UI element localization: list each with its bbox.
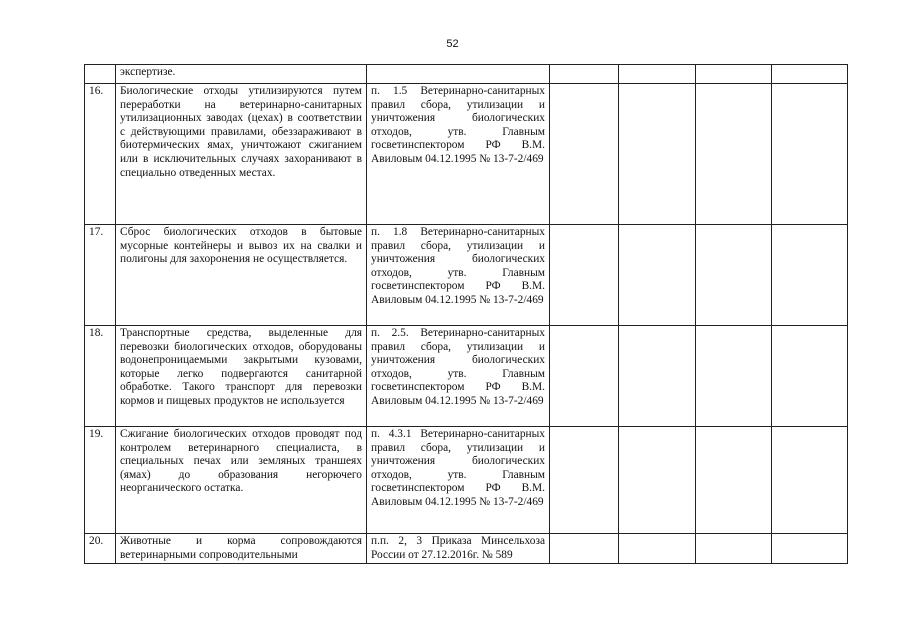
cell-note [772, 427, 848, 534]
cell-answer-na [696, 225, 772, 326]
table-row [85, 225, 848, 326]
requirement-text: Животные и корма сопровождаются ветеринарными сопроводительными [116, 534, 367, 564]
reference-text: п. 1.5 Ветеринарно-санитарных правил сбора, утилизации и уничтожения биологических отходов, утв. Главным госветинспектором РФ В.М. Авиловым 04.12.1995 № 13-7-2/469 [367, 84, 550, 225]
requirement-text: экспертизе. [120, 66, 176, 78]
cell-num [85, 65, 116, 84]
requirement-text: Сброс биологических отходов в бытовые мусорные контейнеры и вывоз их на свалки и полигоны для захоронения не осуществляется. [116, 225, 367, 326]
table-row [85, 427, 848, 534]
cell-answer-yes [550, 326, 619, 427]
cell-answer-no [619, 534, 696, 564]
cell-answer-yes [550, 84, 619, 225]
table-row-continuation [85, 65, 848, 84]
cell-note [772, 534, 848, 564]
cell-answer-no [619, 326, 696, 427]
cell-answer-na [696, 65, 772, 84]
cell-answer-yes [550, 225, 619, 326]
cell-requirement [116, 65, 367, 84]
row-number: 19. [85, 427, 116, 534]
cell-note [772, 225, 848, 326]
checklist-table [84, 64, 848, 564]
reference-text: п.п. 2, 3 Приказа Минсельхоза России от 27.12.2016г. № 589 [367, 534, 550, 564]
row-number: 18. [85, 326, 116, 427]
cell-note [772, 65, 848, 84]
requirement-text: Транспортные средства, выделенные для перевозки биологических отходов, оборудованы водонепроницаемыми закрытыми кузовами, которые легко подвергаются санитарной обработке. Такого транспорт для перевозки кормов и пищевых продуктов не используется [116, 326, 367, 427]
cell-answer-na [696, 326, 772, 427]
cell-note [772, 326, 848, 427]
cell-answer-no [619, 84, 696, 225]
row-number: 16. [85, 84, 116, 225]
cell-note [772, 84, 848, 225]
reference-text: п. 2.5. Ветеринарно-санитарных правил сбора, утилизации и уничтожения биологических отходов, утв. Главным госветинспектором РФ В.М. Авиловым 04.12.1995 № 13-7-2/469 [367, 326, 550, 427]
requirement-text: Сжигание биологических отходов проводят под контролем ветеринарного специалиста, в специальных печах или земляных траншеях (ямах) до образования негорючего неорганического остатка. [116, 427, 367, 534]
cell-answer-yes [550, 534, 619, 564]
table-row [85, 84, 848, 225]
row-number: 17. [85, 225, 116, 326]
cell-answer-no [619, 225, 696, 326]
requirement-text: Биологические отходы утилизируются путем переработки на ветеринарно-санитарных утилизационных заводах (цехах) в соответствии с действующими правилами, обеззараживают в биотермических ямах, уничтожают сжиганием или в исключительных случаях захоранивают в специально отведенных местах. [116, 84, 367, 225]
cell-answer-no [619, 65, 696, 84]
page-number: 52 [446, 38, 459, 50]
reference-text: п. 4.3.1 Ветеринарно-санитарных правил сбора, утилизации и уничтожения биологических отходов, утв. Главным госветинспектором РФ В.М. Авиловым 04.12.1995 № 13-7-2/469 [367, 427, 550, 534]
cell-answer-yes [550, 427, 619, 534]
cell-answer-yes [550, 65, 619, 84]
cell-answer-no [619, 427, 696, 534]
reference-text: п. 1.8 Ветеринарно-санитарных правил сбора, утилизации и уничтожения биологических отходов, утв. Главным госветинспектором РФ В.М. Авиловым 04.12.1995 № 13-7-2/469 [367, 225, 550, 326]
cell-answer-na [696, 427, 772, 534]
cell-answer-na [696, 84, 772, 225]
table-row [85, 534, 848, 564]
cell-reference [367, 65, 550, 84]
table-row [85, 326, 848, 427]
cell-answer-na [696, 534, 772, 564]
row-number: 20. [85, 534, 116, 564]
